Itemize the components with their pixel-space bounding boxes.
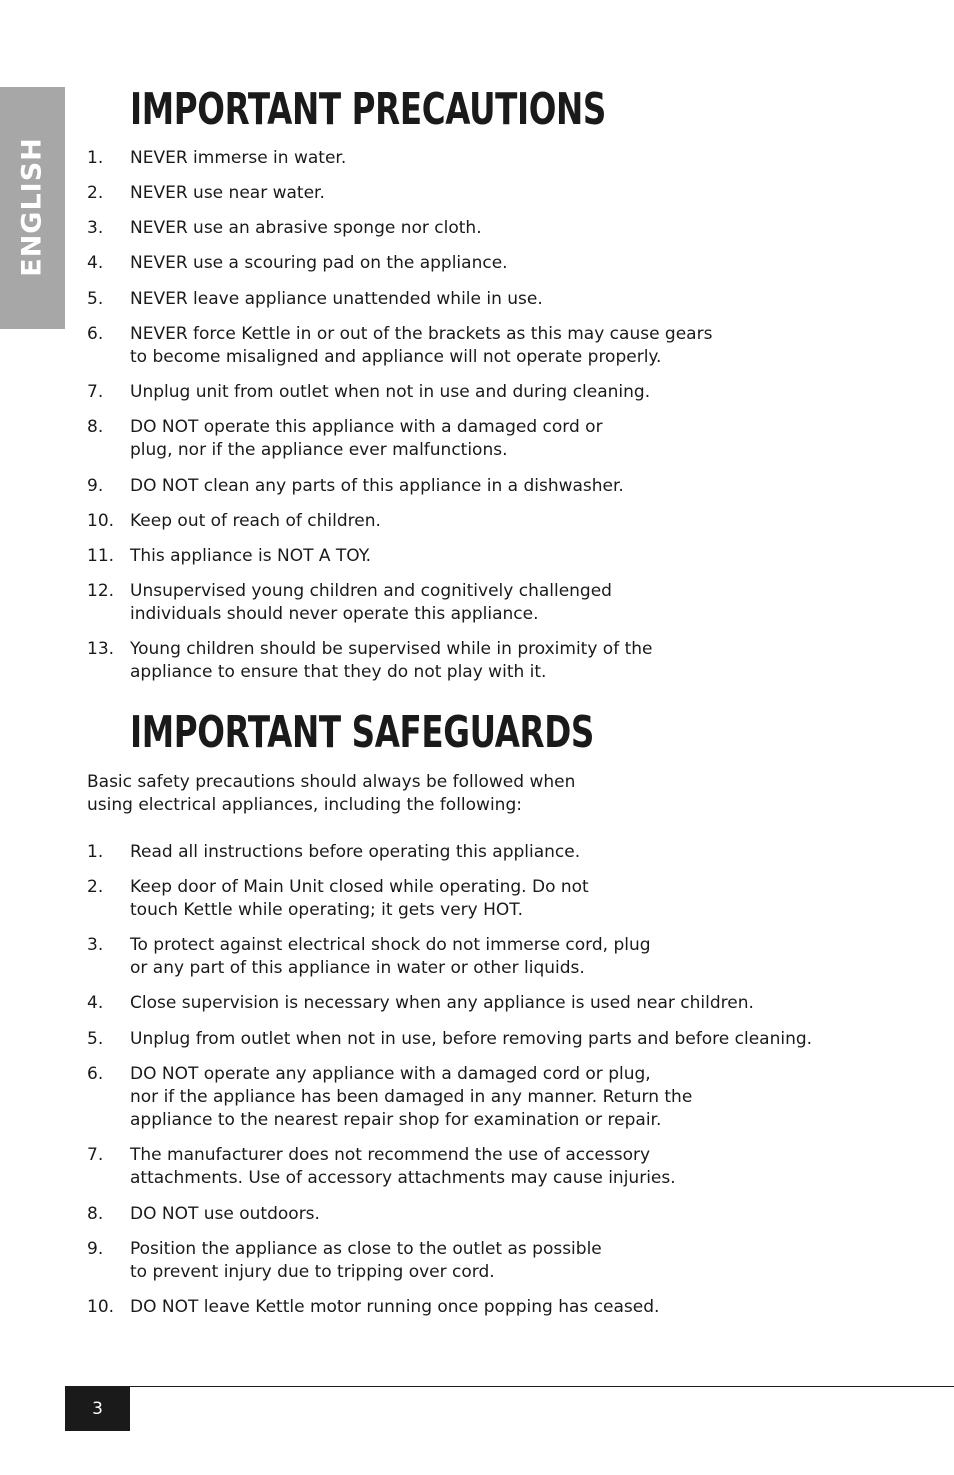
item-text: Close supervision is necessary when any appliance is used near children. (130, 993, 754, 1013)
item-text: DO NOT operate this appliance with a damaged cord or plug, nor if the appliance ever malfunctions. (130, 417, 603, 460)
item-number: 8. (87, 1204, 104, 1224)
item-text: DO NOT operate any appliance with a damaged cord or plug, nor if the appliance has been damaged in any manner. Return the appliance to the nearest repair shop for examination or repair. (130, 1064, 693, 1130)
item-number: 6. (87, 324, 104, 344)
item-number: 3. (87, 935, 104, 955)
item-text: To protect against electrical shock do not immerse cord, plug or any part of this appliance in water or other liquids. (130, 935, 651, 978)
precautions-heading: IMPORTANT PRECAUTIONS (130, 84, 606, 135)
item-number: 9. (87, 1239, 104, 1259)
item-text: NEVER leave appliance unattended while in use. (130, 289, 543, 309)
page-number-label: 3 (92, 1399, 103, 1419)
item-text: This appliance is NOT A TOY. (130, 546, 372, 566)
item-text: Keep door of Main Unit closed while operating. Do not touch Kettle while operating; it gets very HOT. (130, 877, 589, 920)
item-text: Young children should be supervised while in proximity of the appliance to ensure that they do not play with it. (130, 639, 653, 682)
item-number: 4. (87, 993, 104, 1013)
item-number: 2. (87, 183, 104, 203)
item-number: 7. (87, 1145, 104, 1165)
item-text: NEVER use an abrasive sponge nor cloth. (130, 218, 482, 238)
item-text: Keep out of reach of children. (130, 511, 381, 531)
item-number: 2. (87, 877, 104, 897)
item-number: 5. (87, 289, 104, 309)
item-number: 12. (87, 581, 115, 601)
item-number: 6. (87, 1064, 104, 1084)
item-number: 4. (87, 253, 104, 273)
item-number: 5. (87, 1029, 104, 1049)
safeguards-heading: IMPORTANT SAFEGUARDS (130, 707, 594, 758)
item-text: Read all instructions before operating this appliance. (130, 842, 581, 862)
item-text: Unsupervised young children and cognitively challenged individuals should never operate this appliance. (130, 581, 612, 624)
item-text: Unplug unit from outlet when not in use and during cleaning. (130, 382, 651, 402)
item-text: Unplug from outlet when not in use, before removing parts and before cleaning. (130, 1029, 813, 1049)
item-number: 1. (87, 842, 104, 862)
language-tab-label: ENGLISH (16, 137, 48, 277)
item-number: 10. (87, 1297, 115, 1317)
item-text: NEVER immerse in water. (130, 148, 347, 168)
item-text: NEVER use near water. (130, 183, 325, 203)
page-number (65, 1387, 130, 1431)
footer-divider (65, 1386, 954, 1387)
item-text: DO NOT leave Kettle motor running once popping has ceased. (130, 1297, 660, 1317)
safeguards-intro: Basic safety precautions should always be followed when using electrical appliances, including the following: (87, 772, 576, 815)
item-text: NEVER force Kettle in or out of the brackets as this may cause gears to become misaligned and appliance will not operate properly. (130, 324, 713, 367)
item-number: 9. (87, 476, 104, 496)
item-number: 1. (87, 148, 104, 168)
item-number: 3. (87, 218, 104, 238)
item-text: DO NOT use outdoors. (130, 1204, 320, 1224)
item-number: 11. (87, 546, 115, 566)
item-number: 7. (87, 382, 104, 402)
item-text: NEVER use a scouring pad on the appliance. (130, 253, 508, 273)
item-text: DO NOT clean any parts of this appliance in a dishwasher. (130, 476, 624, 496)
item-text: Position the appliance as close to the outlet as possible to prevent injury due to tripping over cord. (130, 1239, 602, 1282)
item-number: 8. (87, 417, 104, 437)
item-number: 10. (87, 511, 115, 531)
item-number: 13. (87, 639, 115, 659)
item-text: The manufacturer does not recommend the use of accessory attachments. Use of accessory attachments may cause injuries. (130, 1145, 676, 1188)
